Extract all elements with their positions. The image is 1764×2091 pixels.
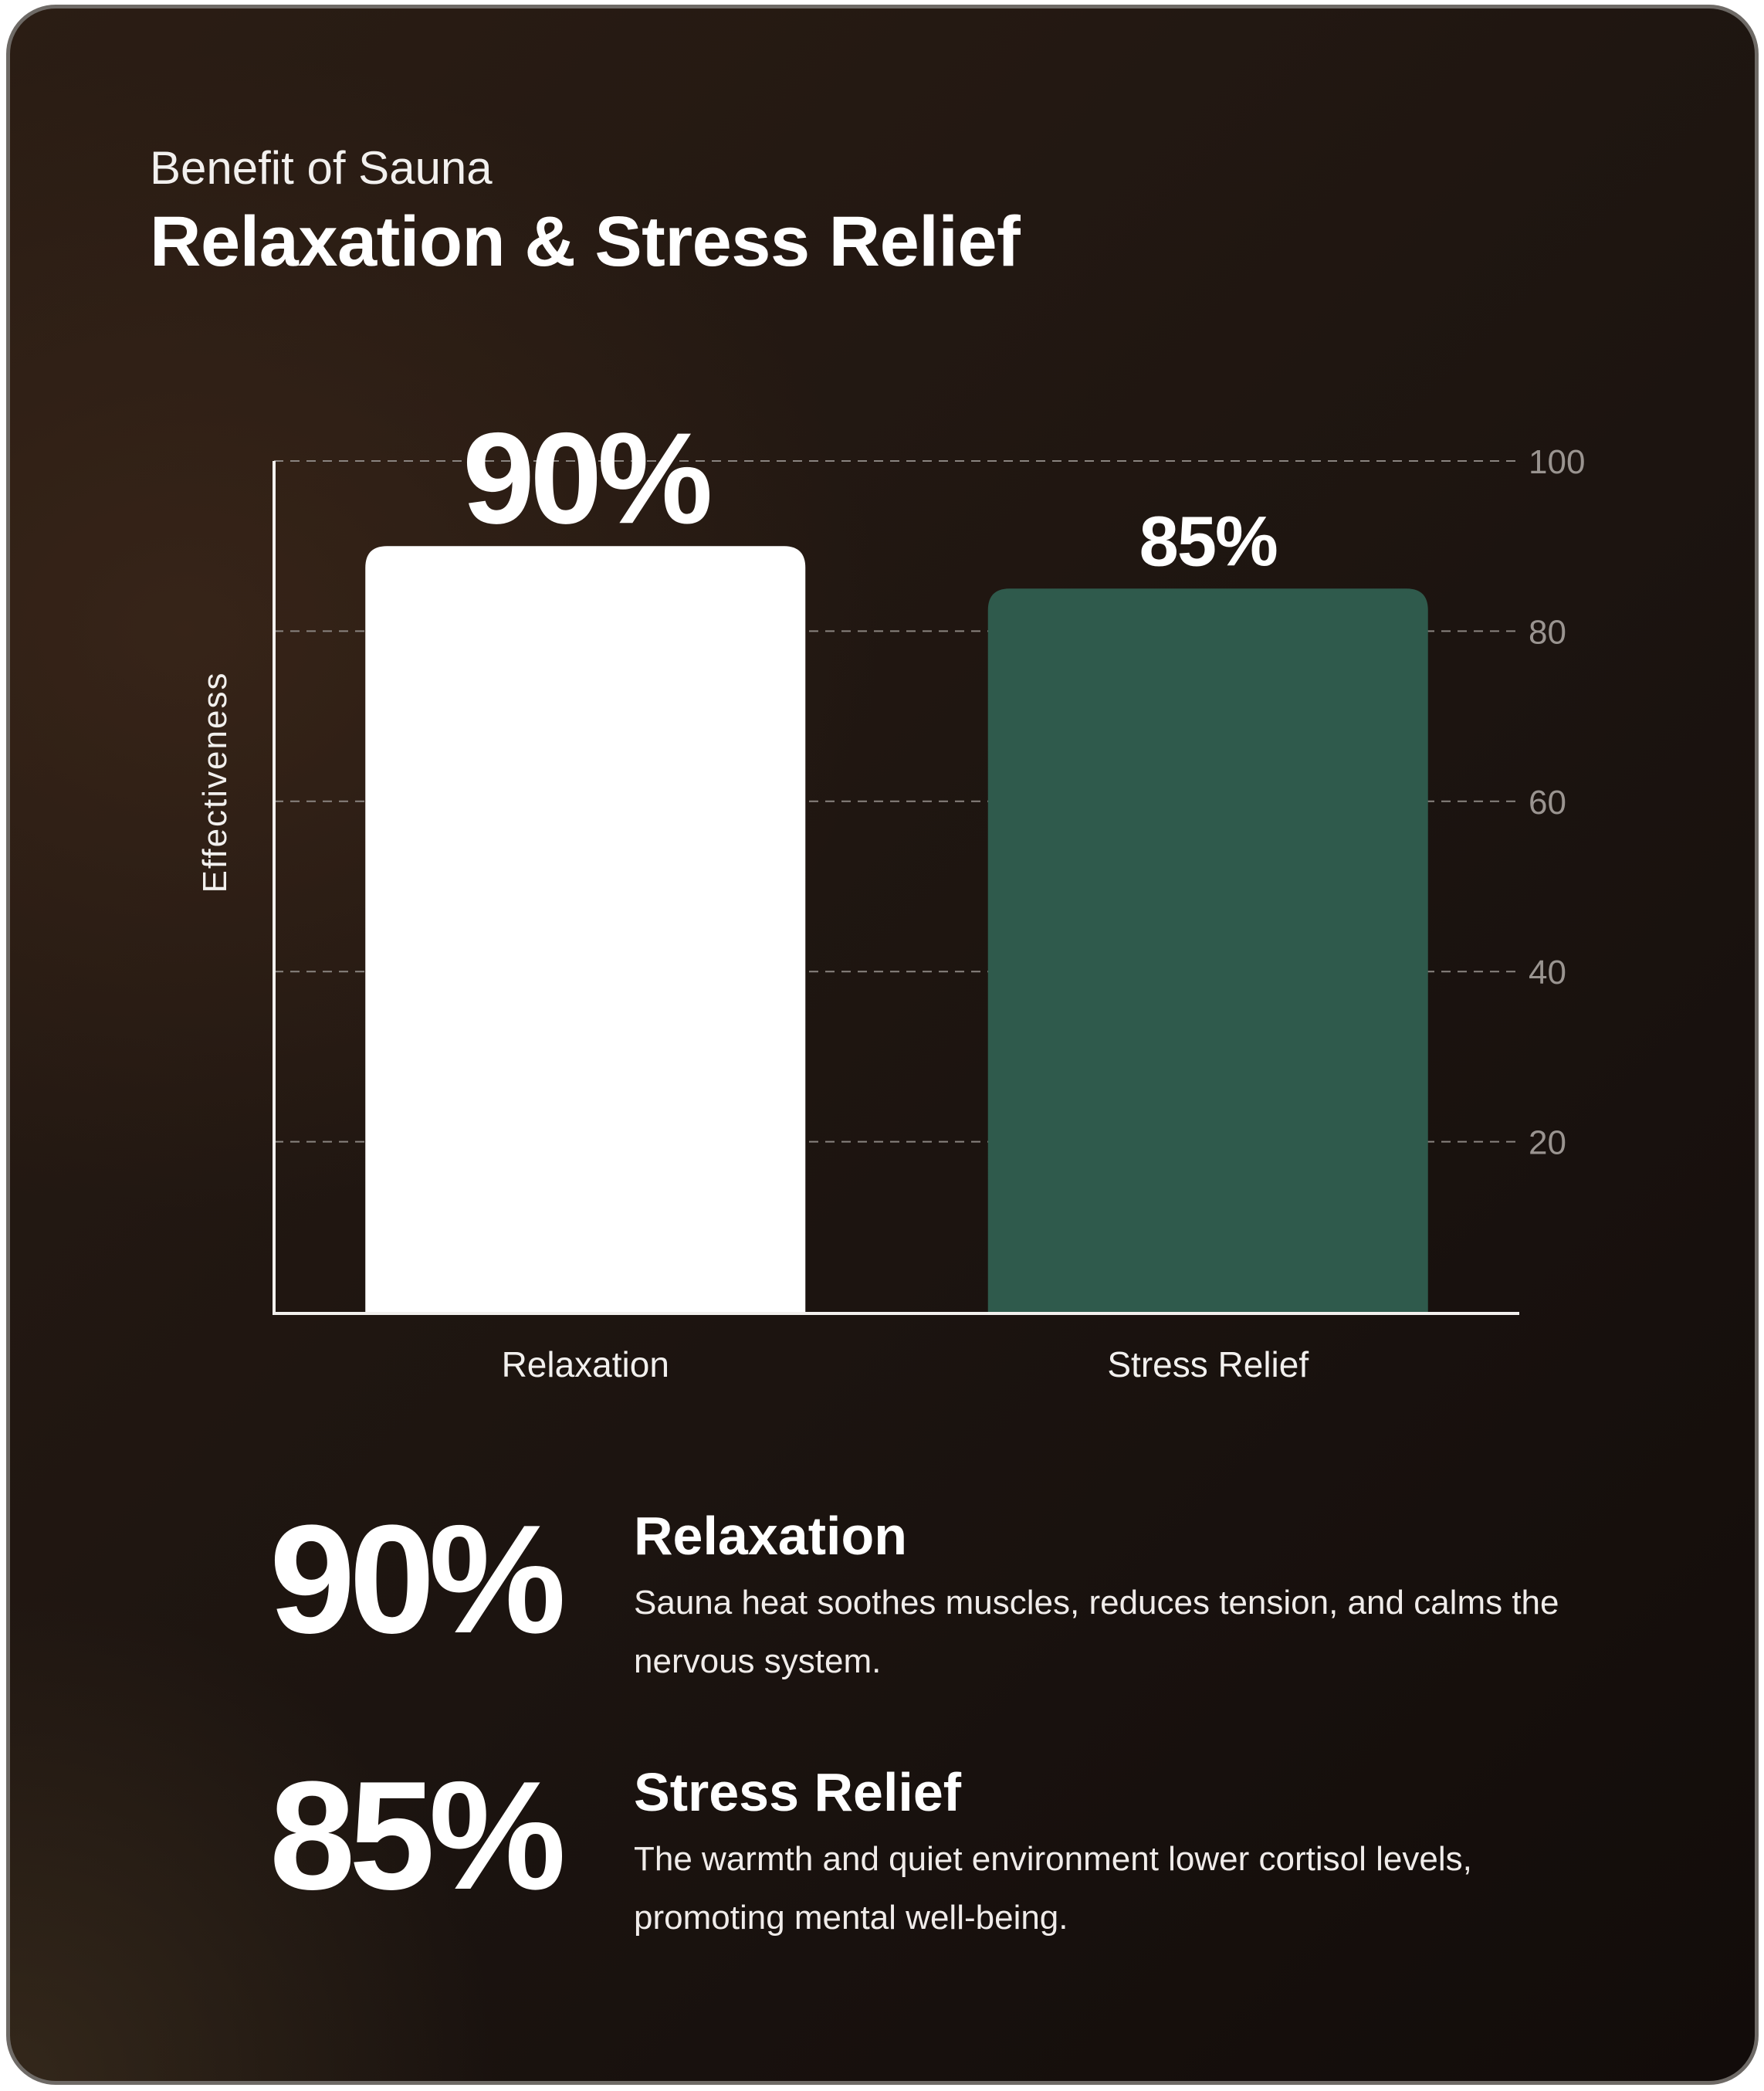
bar-chart <box>10 8 1759 1437</box>
x-category-label: Relaxation <box>501 1344 669 1384</box>
benefit-card <box>6 5 1759 2085</box>
y-tick-label: 20 <box>1529 1123 1566 1162</box>
stat-value: 85% <box>269 1750 560 1922</box>
stat-description: The warmth and quiet environment lower cortisol levels, promoting mental well-being. <box>634 1840 1472 1937</box>
bar-value-label: 85% <box>1139 502 1277 581</box>
y-tick-label: 60 <box>1529 783 1566 822</box>
y-axis-title: Effectiveness <box>196 671 234 893</box>
y-tick-label: 80 <box>1529 613 1566 652</box>
bar-value-label: 90% <box>462 405 709 551</box>
stat-name: Stress Relief <box>634 1762 962 1822</box>
stat-name: Relaxation <box>634 1506 907 1566</box>
x-category-label: Stress Relief <box>1107 1344 1309 1384</box>
bar-relaxation <box>365 546 805 1312</box>
stat-relaxation <box>10 1493 1759 1734</box>
stat-description: Sauna heat soothes muscles, reduces tension, and calms the nervous system. <box>634 1584 1559 1680</box>
card-subtitle: Benefit of Sauna <box>150 142 493 194</box>
card-title: Relaxation & Stress Relief <box>150 202 1021 281</box>
bar-stress-relief <box>988 588 1428 1312</box>
y-tick-label: 40 <box>1529 954 1566 992</box>
y-tick-label: 100 <box>1529 443 1586 481</box>
stat-value: 90% <box>269 1493 560 1666</box>
stat-stress-relief <box>10 1750 1759 1991</box>
